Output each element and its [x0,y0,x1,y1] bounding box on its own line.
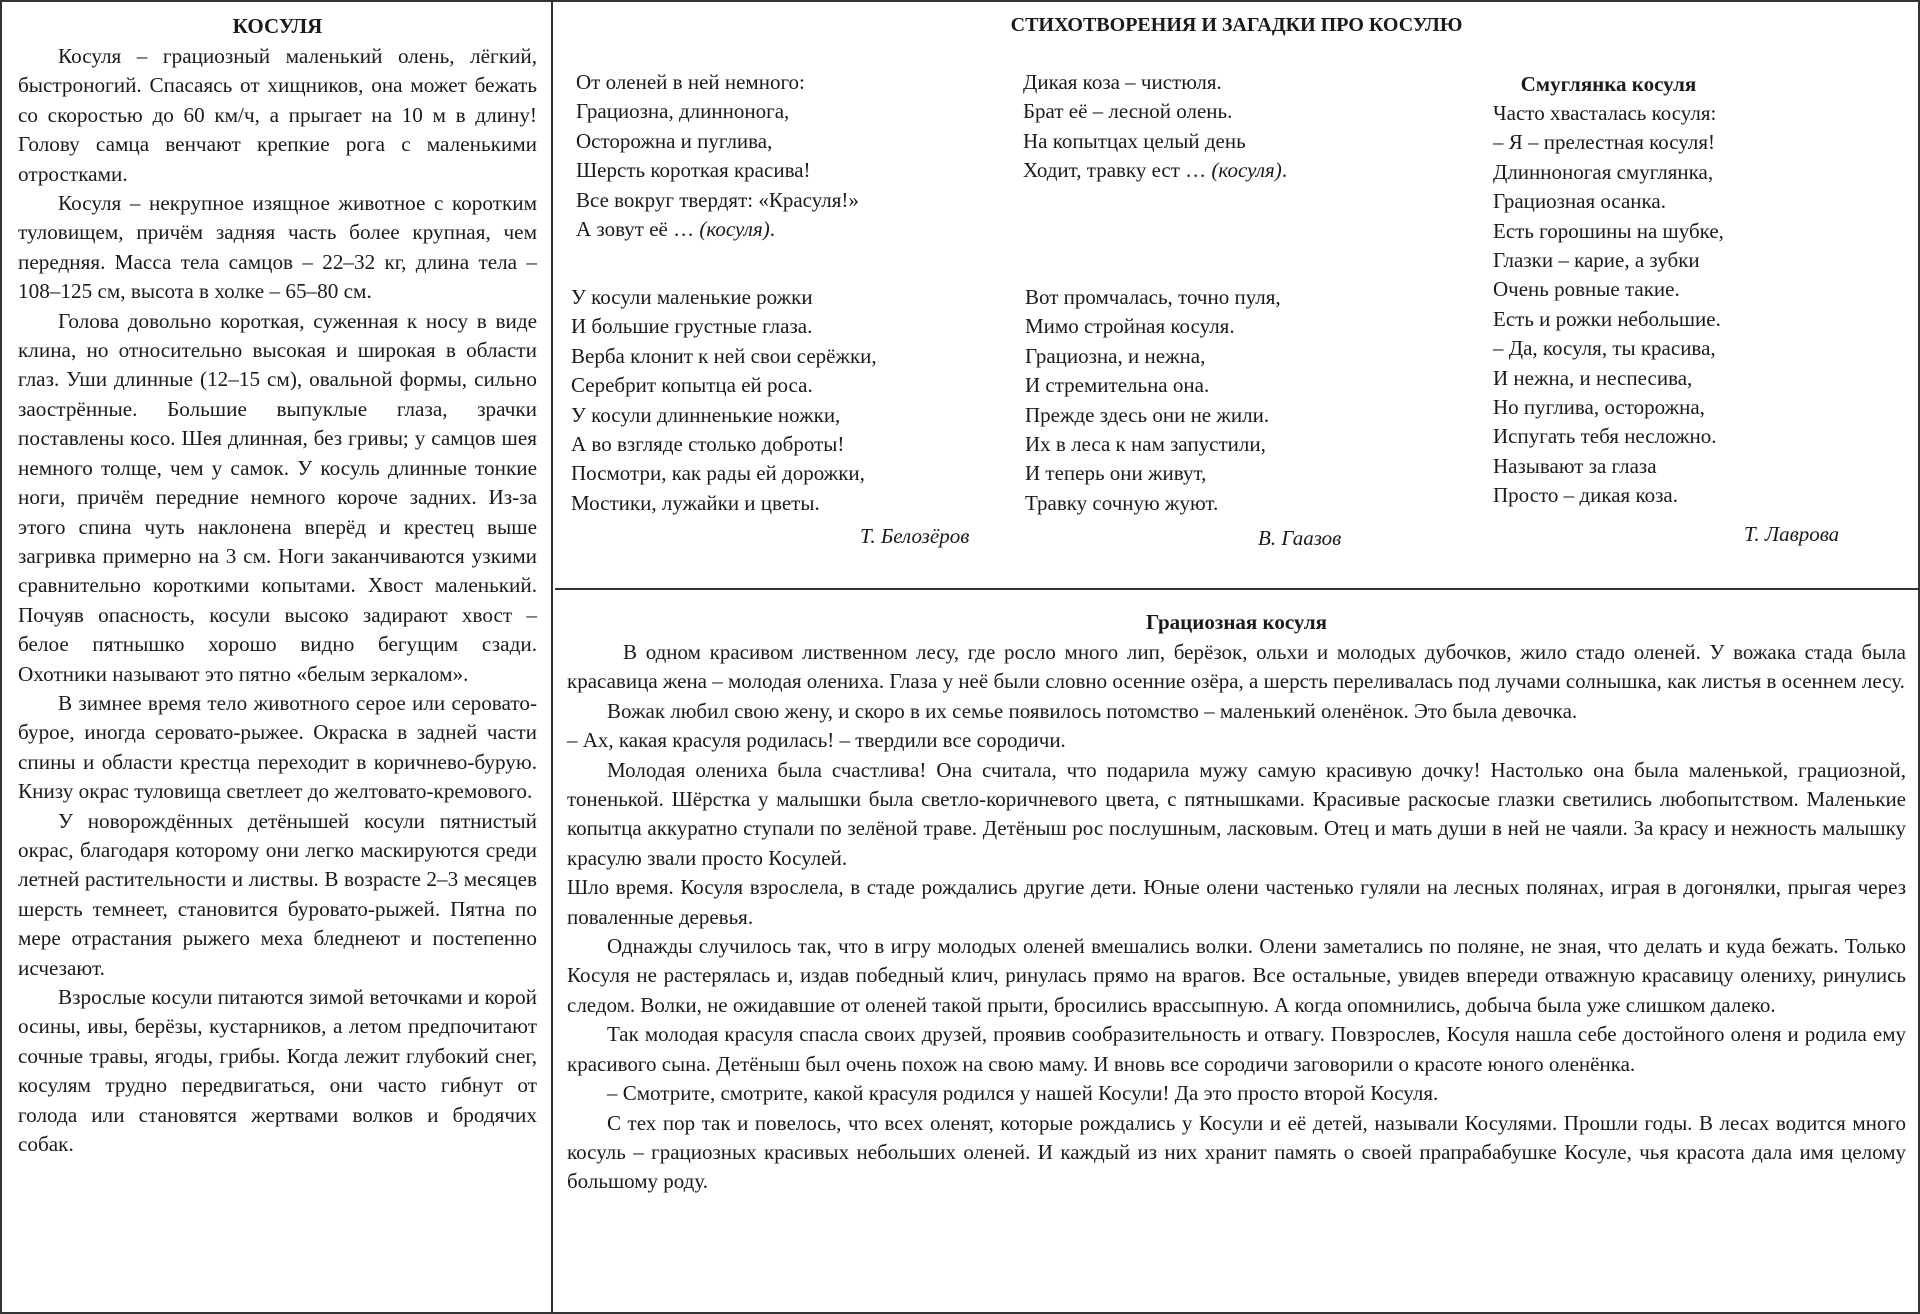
riddle-answer-tail: . [769,217,775,242]
poem-line: Верба клонит к ней свои серёжки, [571,343,877,368]
author-belozerov: Т. Белозёров [860,524,970,548]
poem-line: Вот промчалась, точно пуля, [1025,285,1281,309]
poem-line: Мостики, лужайки и цветы. [571,490,820,515]
poem-line: Серебрит копытца ей роса. [571,373,813,398]
poem-line: Прежде здесь они не жили. [1025,402,1270,427]
poem-line: Посмотри, как рады ей дорожки, [571,461,865,486]
poem-line: И стремительна она. [1025,373,1210,398]
article-column [2,2,553,1312]
poem-line: Все вокруг твердят: «Красуля!» [576,187,859,212]
poem-line: Есть и рожки небольшие. [1493,306,1721,331]
poem-line: Просто – дикая коза. [1493,483,1678,508]
article-title: КОСУЛЯ [232,14,323,38]
poem-line: Грациозна, и нежна, [1025,343,1206,368]
story-paragraph: Так молодая красуля спасла своих друзей, проявив сообразительность и отвагу. Повзрослев, Косуля нашла себе достойного оленя и родила ему красивого сына. Детёныш был очень похож на свою маму. И вновь все сородичи заговорили о красоте юного оленёнка. [567,1022,1906,1076]
poem-line: Травку сочную жуют. [1025,490,1219,515]
poem-line: Глазки – карие, а зубки [1493,248,1700,273]
story-paragraph: Шло время. Косуля взрослела, в стаде рождались другие дети. Юные олени частенько гуляли на лесных полянах, играя в догонялки, прыгая через поваленные деревья. [567,875,1906,929]
riddle-answer: (косуля) [1211,158,1282,183]
riddle-2 [1023,68,1287,186]
poem-line: Есть горошины на шубке, [1493,218,1724,243]
author-lavrova: Т. Лаврова [1744,522,1840,546]
poem-line: Называют за глаза [1493,453,1657,478]
article-paragraph: Голова довольно короткая, суженная к носу в виде клина, но относительно высокая и широкая в области глаз. Уши длинные (12–15 см), овальной формы, сильно заострённые. Большие выпуклые глаза, зрачки поставлены косо. Шея длинная, без гривы; у самцов шея немного толще, чем у самок. У косуль длинные тонкие ноги, причём передние немного короче задних. Из-за этого спина чуть наклонена вперёд и крестец выше загривка примерно на 3 см. Ноги заканчиваются узкими сравнительно короткими копытами. Хвост маленький. Почуяв опасность, косули высоко задирают хвост – белое пятнышко хорошо видно бегущим сзади. Охотники называют это пятно «белым зеркалом». [18,308,537,686]
riddle-lead: А зовут её … [576,217,700,242]
poem-line: А во взгляде столько доброты! [571,432,845,457]
poem-line: Испугать тебя несложно. [1493,424,1717,449]
poems-panel [555,2,1918,590]
poem-gaazov [1025,283,1281,518]
poem-line: Грациозная осанка. [1493,189,1666,214]
poem-line: – Да, косуля, ты красива, [1493,336,1716,361]
riddle-last-line [1023,156,1287,185]
poems-section-title: СТИХОТВОРЕНИЯ И ЗАГАДКИ ПРО КОСУЛЮ [1010,14,1463,36]
poem-line: От оленей в ней немного: [576,70,805,94]
poem-line: Но пуглива, осторожна, [1493,395,1705,420]
poem-line: Брат её – лесной олень. [1023,99,1233,124]
riddle-1 [576,68,859,244]
poem-belozerov [571,283,877,518]
story-body [567,638,1906,1197]
story-paragraph: Молодая олениха была счастлива! Она считала, что подарила мужу самую красивую дочку! Настолько она была маленькой, грациозной, тоненькой. Шёрстка у малышки была светло-коричневого цвета, с пятнышками. Красивые раскосые глазки светились любопытством. Маленькие копытца аккуратно ступали по зелёной траве. Детёныш рос послушным, ласковым. Отец и мать души в ней не чаяли. За красу и нежность малышку красулю звали просто Косулей. [567,757,1906,870]
poem-line: И теперь они живут, [1025,461,1207,486]
riddle-answer-tail: . [1281,158,1288,183]
riddle-last-line [576,215,859,244]
story-panel [555,592,1918,1312]
story-title: Грациозная косуля [1145,610,1328,634]
poem-line: У косули длинненькие ножки, [571,402,841,427]
riddle-answer: (косуля) [699,217,770,242]
story-paragraph: Вожак любил свою жену, и скоро в их семье появилось потомство – маленький оленёнок. Это была девочка. [607,698,1578,723]
poem-lavrova [1493,70,1724,511]
poem-line: – Я – прелестная косуля! [1493,130,1716,155]
article-paragraph: В зимнее время тело животного серое или серовато-бурое, иногда серовато-рыжее. Окраска в задней части спины и области крестца переходит в коричнево-бурую. Книзу окрас туловища светлеет до желтовато-кремового. [18,690,537,804]
poem-line: Дикая коза – чистюля. [1023,70,1222,94]
author-gaazov: В. Гаазов [1258,526,1342,550]
article-paragraph: Косуля – некрупное изящное животное с коротким туловищем, причём задняя часть более крупная, чем передняя. Масса тела самцов – 22–32 кг, длина тела – 108–125 см, высота в холке – 65–80 см. [18,191,537,304]
poem-line: Грациозна, длинноногa, [576,99,790,124]
poem-line: Их в леса к нам запустили, [1025,432,1266,457]
poem-line: Длинноногая смуглянка, [1493,159,1714,184]
story-paragraph: В одном красивом лиственном лесу, где росло много лип, берёзок, ольхи и молодых дубочков, жило стадо оленей. У вожака стада была красавица жена – молодая олениха. Глаза у неё были словно осенние озёра, а шерсть переливалась под лучами солнышка, как листья в осеннем лесу. [567,640,1906,694]
poem-line: И нежна, и неспесива, [1493,365,1693,390]
poem-line: И большие грустные глаза. [571,314,813,339]
poem-line: На копытцах целый день [1023,128,1246,153]
article-paragraph: У новорождённых детёнышей косули пятнистый окрас, благодаря которому они легко маскируются среди летней растительности и листвы. В возрасте 2–3 месяцев шерсть темнеет, становится буровато-рыжей. Пятна по мере отрастания рыжего меха бледнеют и постепенно исчезают. [18,808,537,980]
story-paragraph: Однажды случилось так, что в игру молодых оленей вмешались волки. Олени заметались по поляне, не зная, что делать и куда бежать. Только Косуля не растерялась и, издав победный клич, ринулась прямо на врагов. Все остальные, увидев впереди отважную красавицу олениху, ринулись следом. Волки, не ожидавшие от оленей такой прыти, бросились врассыпную. А когда опомнились, добыча была уже слишком далеко. [567,934,1906,1017]
article-paragraph: Косуля – грациозный маленький олень, лёгкий, быстроногий. Спасаясь от хищников, она может бежать со скоростью до 60 км/ч, а прыгает на 10 м в длину! Голову самца венчают крепкие рога с маленькими отростками. [18,44,537,186]
poem-line: Мимо стройная косуля. [1025,314,1235,339]
poem-lavrova-title: Смуглянка косуля [1520,72,1697,96]
story-paragraph: – Ах, какая красуля родилась! – твердили все сородичи. [567,728,1066,753]
story-paragraph: С тех пор так и повелось, что всех оленят, которые рождались у Косули и её детей, называли Косулями. Прошли годы. В лесах водится много косуль – грациозных красивых небольших оленей. И каждый из них хранит память о своей прапрабабушке Косуле, чья красота дала имя целому большому роду. [567,1110,1906,1194]
poem-line: Осторожна и пуглива, [576,128,773,153]
riddle-lead: Ходит, травку ест … [1023,158,1212,183]
poem-line: Шерсть короткая красива! [576,158,811,183]
article-body [18,42,537,1159]
poem-line: У косули маленькие рожки [571,285,813,309]
poem-line: Очень ровные такие. [1493,277,1680,302]
article-paragraph: Взрослые косули питаются зимой веточками и корой осины, ивы, берёзы, кустарников, а летом предпочитают сочные травы, ягоды, грибы. Когда лежит глубокий снег, косулям трудно передвигаться, они часто гибнут от голода или становятся жертвами волков и бродячих собак. [18,985,537,1157]
story-paragraph: – Смотрите, смотрите, какой красуля родился у нашей Косули! Да это просто второй Косуля. [607,1081,1439,1106]
poem-line: Часто хвасталась косуля: [1493,101,1717,125]
